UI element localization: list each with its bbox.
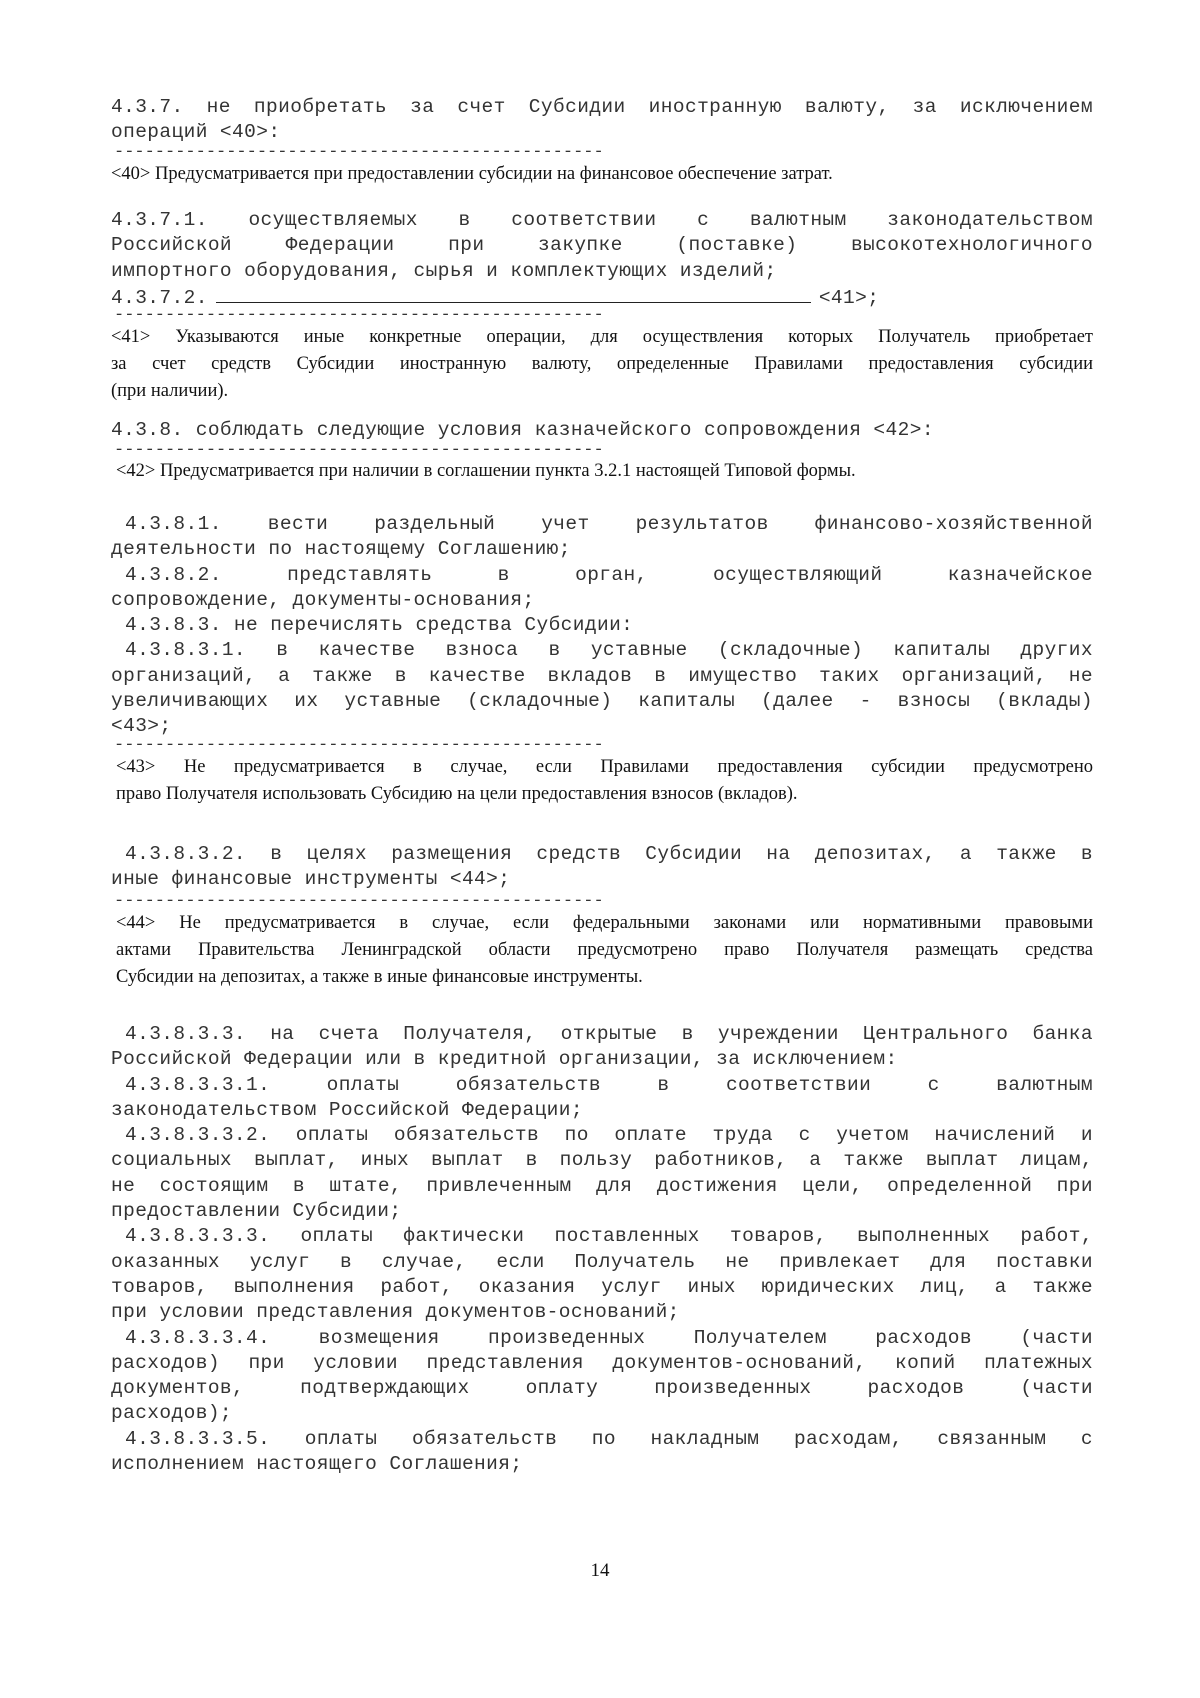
text-line: законодательством Российской Федерации; xyxy=(111,1098,583,1121)
footnote-line: Субсидии на депозитах, а также в иные финансовые инструменты. xyxy=(116,967,643,987)
text-line: предоставлении Субсидии; xyxy=(111,1200,402,1223)
footnote-line: право Получателя использовать Субсидию на цели предоставления взносов (вкладов). xyxy=(116,784,798,804)
text-line: 4.3.7.1. осуществляемых в соответствии с валютным законодательством xyxy=(111,209,1093,231)
footnote-44 xyxy=(116,910,1093,991)
text-line: 4.3.8.3.1. в качестве взноса в уставные (складочные) капиталы других xyxy=(125,639,1093,662)
text-line: Российской Федерации при закупке (поставке) высокотехнологичного xyxy=(111,234,1093,257)
text-line: оказанных услуг в случае, если Получатель не привлекает для поставки xyxy=(111,1250,1093,1273)
text-line: 4.3.8.3. не перечислять средства Субсидии: xyxy=(125,614,634,637)
footnote-line: актами Правительства Ленинградской области предусмотрено право Получателя размещать средства xyxy=(116,940,1093,960)
text-line: исполнением настоящего Соглашения; xyxy=(111,1453,523,1476)
footnote-separator: ------------------------------------------------ xyxy=(114,736,604,755)
footnote-43 xyxy=(116,754,1093,808)
text-line: документов, подтверждающих оплату произведенных расходов (части xyxy=(111,1377,1093,1400)
footnote-line: <44> Не предусматривается в случае, если федеральными законами или нормативными правовыми xyxy=(116,913,1093,933)
text-line: 4.3.7. не приобретать за счет Субсидии иностранную валюту, за исключением xyxy=(111,96,1093,118)
text-line: сопровождение, документы-основания; xyxy=(111,588,535,611)
text-line: увеличивающих их уставные (складочные) капиталы (далее - взносы (вклады) xyxy=(111,690,1093,713)
footnote-line: <42> Предусматривается при наличии в соглашении пункта 3.2.1 настоящей Типовой формы. xyxy=(116,461,856,481)
clause-4-3-7 xyxy=(111,95,1093,146)
text-line: расходов); xyxy=(111,1402,233,1425)
text-line: расходов) при условии представления документов-оснований, копий платежных xyxy=(111,1351,1093,1374)
text-line: не состоящим в штате, привлеченным для достижения цели, определенной при xyxy=(111,1174,1093,1197)
text-line: 4.3.8.3.3. на счета Получателя, открытые в учреждении Центрального банка xyxy=(125,1023,1093,1045)
text-line: 4.3.8.3.3.3. оплаты фактически поставленных товаров, выполненных работ, xyxy=(125,1225,1093,1248)
text-line: социальных выплат, иных выплат в пользу работников, а также выплат лицам, xyxy=(111,1149,1093,1172)
text-line: 4.3.8.1. вести раздельный учет результатов финансово-хозяйственной xyxy=(125,513,1093,535)
text-line: товаров, выполнения работ, оказания услуг иных юридических лиц, а также xyxy=(111,1275,1093,1298)
text-line: <43>; xyxy=(111,715,172,738)
clause-4-3-8-1-to-3-1 xyxy=(111,512,1093,740)
clause-4-3-8-3-3 xyxy=(111,1022,1093,1477)
footnote-line: <41> Указываются иные конкретные операции, для осуществления которых Получатель приобретает xyxy=(111,327,1093,347)
text-line: деятельности по настоящему Соглашению; xyxy=(111,538,571,561)
text-line: 4.3.8.3.3.1. оплаты обязательств в соответствии с валютным xyxy=(125,1073,1093,1096)
text-line: 4.3.8.3.3.5. оплаты обязательств по накладным расходам, связанным с xyxy=(125,1427,1093,1450)
text-line: 4.3.8.3.3.2. оплаты обязательств по оплате труда с учетом начислений и xyxy=(125,1124,1093,1147)
footnote-separator: ------------------------------------------------ xyxy=(114,441,604,460)
text-line: иные финансовые инструменты <44>; xyxy=(111,868,511,891)
clause-4-3-7-1 xyxy=(111,208,1093,309)
text-line: 4.3.8.2. представлять в орган, осуществляющий казначейское xyxy=(125,563,1093,586)
footnote-41 xyxy=(111,324,1093,405)
clause-label: 4.3.7.2. xyxy=(111,286,208,309)
footnote-42 xyxy=(116,458,1098,485)
text-line: 4.3.8.3.3.4. возмещения произведенных Получателем расходов (части xyxy=(125,1326,1093,1349)
clause-4-3-8-3-2 xyxy=(111,842,1093,893)
page-number: 14 xyxy=(590,1560,610,1581)
clause-4-3-8 xyxy=(111,418,1093,443)
text-line: операций <40>: xyxy=(111,121,281,144)
text-line: при условии представления документов-оснований; xyxy=(111,1301,680,1324)
footnote-separator: ------------------------------------------------ xyxy=(114,306,604,325)
footnote-line: <43> Не предусматривается в случае, если Правилами предоставления субсидии предусмотрено xyxy=(116,757,1093,777)
footnote-line: за счет средств Субсидии иностранную валюту, определенные Правилами предоставления субсидии xyxy=(111,354,1093,374)
text-line: 4.3.8. соблюдать следующие условия казначейского сопровождения <42>: xyxy=(111,419,934,441)
footnote-line: <40> Предусматривается при предоставлении субсидии на финансовое обеспечение затрат. xyxy=(111,164,833,184)
text-line: Российской Федерации или в кредитной организации, за исключением: xyxy=(111,1048,898,1071)
footnote-separator: ------------------------------------------------ xyxy=(114,143,604,162)
footnote-40 xyxy=(111,161,1093,188)
text-line: 4.3.8.3.2. в целях размещения средств Субсидии на депозитах, а также в xyxy=(125,843,1093,865)
footnote-separator: ------------------------------------------------ xyxy=(114,892,604,911)
text-line: организаций, а также в качестве вкладов в имущество таких организаций, не xyxy=(111,664,1093,687)
footnote-line: (при наличии). xyxy=(111,381,229,401)
footnote-ref: <41>; xyxy=(818,286,880,309)
text-line: импортного оборудования, сырья и комплектующих изделий; xyxy=(111,259,777,282)
fill-in-blank xyxy=(216,284,811,303)
